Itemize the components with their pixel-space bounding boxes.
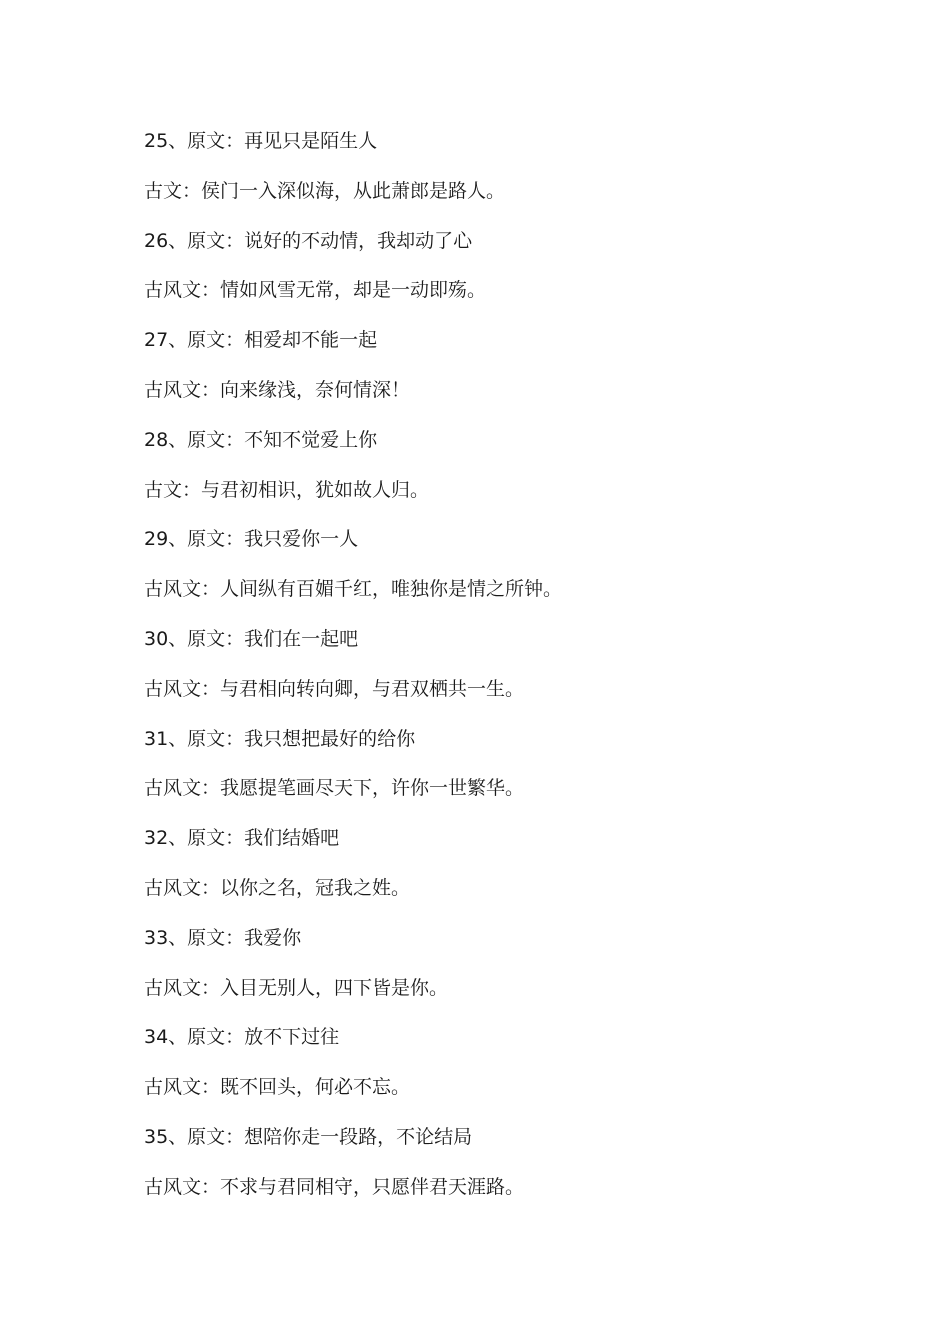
text-line: 古风文：不求与君同相守，只愿伴君天涯路。 xyxy=(144,1175,525,1198)
text-line: 26、原文：说好的不动情，我却动了心 xyxy=(144,229,473,252)
text-line: 古风文：人间纵有百媚千红，唯独你是情之所钟。 xyxy=(144,578,563,601)
text-line: 古文：侯门一入深似海，从此萧郎是路人。 xyxy=(144,179,506,202)
text-line: 30、原文：我们在一起吧 xyxy=(144,627,359,650)
text-line: 古文：与君初相识，犹如故人归。 xyxy=(144,478,430,501)
text-line: 古风文：我愿提笔画尽天下，许你一世繁华。 xyxy=(144,777,525,800)
text-line: 古风文：以你之名，冠我之姓。 xyxy=(144,876,411,899)
text-line: 古风文：既不回头，何必不忘。 xyxy=(144,1076,411,1099)
text-line: 32、原文：我们结婚吧 xyxy=(144,827,340,850)
text-line: 35、原文：想陪你走一段路，不论结局 xyxy=(144,1125,473,1148)
text-line: 古风文：向来缘浅，奈何情深！ xyxy=(144,378,411,401)
text-line: 31、原文：我只想把最好的给你 xyxy=(144,727,416,750)
text-line: 古风文：与君相向转向卿，与君双栖共一生。 xyxy=(144,677,525,700)
text-line: 28、原文：不知不觉爱上你 xyxy=(144,428,378,451)
text-line: 33、原文：我爱你 xyxy=(144,926,302,949)
text-line: 25、原文：再见只是陌生人 xyxy=(144,130,378,152)
text-line: 34、原文：放不下过往 xyxy=(144,1026,340,1049)
text-line: 27、原文：相爱却不能一起 xyxy=(144,329,378,352)
text-line: 古风文：入目无别人，四下皆是你。 xyxy=(144,976,449,999)
text-line: 29、原文：我只爱你一人 xyxy=(144,528,359,551)
text-line: 古风文：情如风雪无常，却是一动即殇。 xyxy=(144,279,487,302)
text-lines xyxy=(144,127,562,1223)
